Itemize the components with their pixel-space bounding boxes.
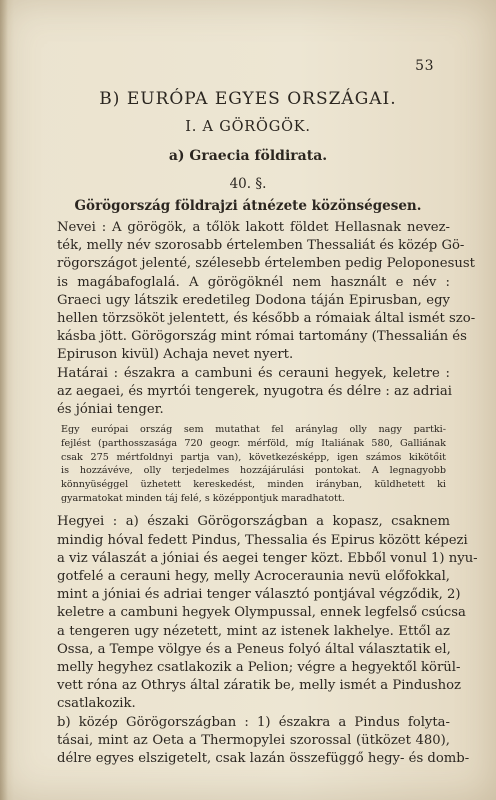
text-line: Határai : északra a cambuni és cerauni hegyek, keletre : xyxy=(57,365,450,381)
paragraph-number: 40. §. xyxy=(229,176,267,192)
paragraph-borders xyxy=(57,365,450,420)
note-line: gyarmatokat minden táj felé, s középpontjuk maradhatott. xyxy=(61,492,345,504)
text-line: Nevei : A görögök, a tőlök lakott földet Hellasnak nevez- xyxy=(57,220,450,235)
note-line: fejlést (parthosszasága 720 geogr. mérföld, míg Italiának 580, Galliának xyxy=(61,437,446,449)
text-line: is magábafoglalá. A görögöknél nem használt e név : xyxy=(57,274,450,290)
text-line: keletre a cambuni hegyek Olympussal, ennek legfelső csúcsa xyxy=(57,605,466,621)
paragraph-title: Görögország földrajzi átnézete közönségesen. xyxy=(74,198,422,214)
note-line: könnyüséggel üzhetett kereskedést, minden irányban, küldhetett ki xyxy=(61,479,446,491)
text-line: mint a jóniai és adriai tenger választó pontjával végződik, 2) xyxy=(57,587,461,603)
note-line: csak 275 mértfoldnyi partja van), következésképp, igen számos kikötőit xyxy=(61,451,446,463)
chapter-heading: I. A GÖRÖGÖK. xyxy=(185,119,311,135)
page-number: 53 xyxy=(415,58,434,74)
text-line: ték, melly név szorosabb értelemben Thessaliát és közép Gö- xyxy=(57,238,465,254)
text-line: hellen törzsököt jelentett, és később a rómaiak által ismét szo- xyxy=(57,311,476,327)
text-line: az aegaei, és myrtói tengerek, nyugotra és délre : az adriai xyxy=(57,383,452,399)
text-line: a viz válaszát a jóniai és aegei tenger közt. Ebből vonul 1) nyu- xyxy=(57,550,478,566)
text-line: Ossa, a Tempe völgye és a Peneus folyó által választatik el, xyxy=(57,641,451,657)
text-line: és jóniai tenger. xyxy=(57,402,164,418)
text-line: vett róna az Othrys által záratik be, melly ismét a Pindushoz xyxy=(57,678,462,694)
text-line: mindig hóval fedett Pindus, Thessalia és Epirus között képezi xyxy=(57,532,468,548)
text-line: gotfelé a cerauni hegy, melly Acroceraunia nevü előfokkal, xyxy=(57,569,450,585)
text-line: rögországot jelenté, szélesebb értelemben pedig Peloponesust xyxy=(57,256,475,272)
body-text xyxy=(57,219,478,768)
note-line: Egy európai ország sem mutathat fel aránylag olly nagy partki- xyxy=(61,424,446,436)
paragraph-names xyxy=(57,219,476,365)
text-line: kásba jött. Görögország mint római tartomány (Thessalián és xyxy=(57,329,467,345)
section-heading: B) EURÓPA EGYES ORSZÁGAI. xyxy=(99,89,397,109)
text-line: b) közép Görögországban : 1) északra a Pindus folyta- xyxy=(57,714,450,730)
subheading: a) Graecia földirata. xyxy=(168,148,328,164)
text-line: melly hegyhez csatlakozik a Pelion; végre a hegyektől körül- xyxy=(57,660,461,676)
text-line: a tengeren ugy nézetett, mint az istenek lakhelye. Ettől az xyxy=(57,623,450,639)
text-line: Epiruson kivül) Achaja nevet nyert. xyxy=(57,347,294,363)
text-line: csatlakozik. xyxy=(57,696,136,712)
text-line: délre egyes elszigetelt, csak lazán összefüggő hegy- és domb- xyxy=(57,751,470,767)
paragraph-mountains xyxy=(57,513,478,713)
paragraph-central-greece xyxy=(57,714,470,769)
text-line: tásai, mint az Oeta a Thermopylei szorossal (ütközet 480), xyxy=(57,732,450,748)
small-print-note xyxy=(57,423,450,505)
text-line: Graeci ugy látszik eredetileg Dodona táján Epirusban, egy xyxy=(57,292,450,308)
text-line: Hegyei : a) északi Görögországban a kopasz, csaknem xyxy=(57,514,450,530)
note-line: is hozzávéve, olly terjedelmes hozzájárulási pontokat. A legnagyobb xyxy=(61,465,446,477)
